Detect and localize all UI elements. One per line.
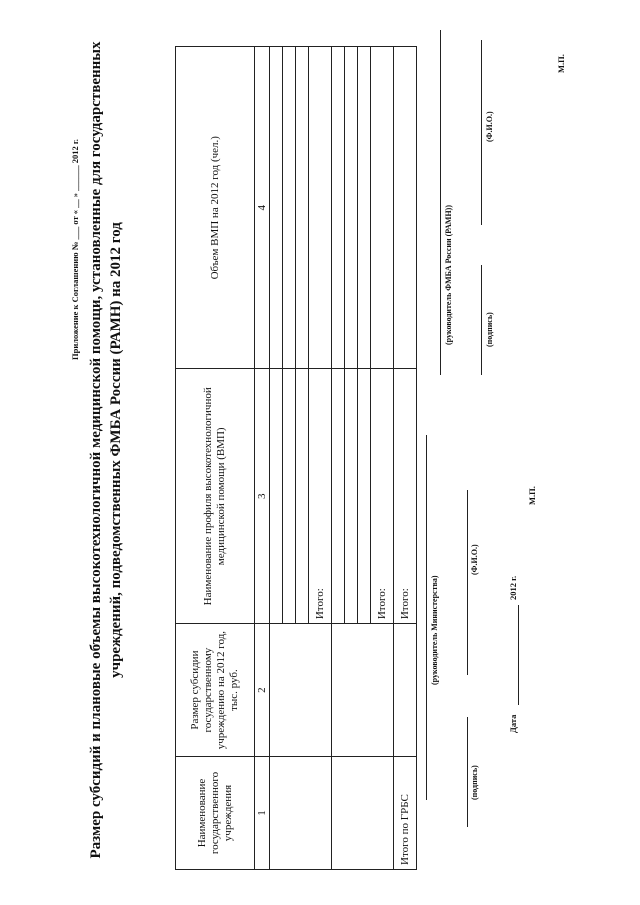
minister-name-line [467,490,468,675]
table-cell [283,369,296,624]
table-cell [332,624,394,757]
minister-role-caption: (руководитель Министерства) [430,575,439,685]
table-cell [296,47,309,369]
table-row [332,47,345,870]
table-cell [296,369,309,624]
fmba-name-line [481,40,482,225]
date-label: Дата [508,714,518,733]
table-cell [345,369,358,624]
document-title: Размер субсидий и плановые объемы высокотехнологичной медицинской помощи, установленные для государственных учреждений, подведомственных ФМБА России (РАМН) на 2012 год [88,41,124,859]
table-cell [270,369,283,624]
subtotal-label: Итого: [371,369,394,624]
date-line [518,605,519,705]
table-cell [345,47,358,369]
header-subsidy: Размер субсидии государственному учреждению на 2012 год, тыс. руб. [176,624,255,757]
fmba-signature-line [481,265,482,375]
table-row [270,47,283,870]
table-cell [394,624,417,757]
stamp-left: М.П. [527,486,537,505]
fmba-name-caption: (Ф.И.О.) [485,111,494,142]
column-number: 2 [255,624,270,757]
subsidy-table [175,46,417,870]
table-cell [332,757,394,870]
minister-signature-caption: (подпись) [470,765,479,800]
fmba-signature-caption: (подпись) [485,312,494,347]
table-cell [332,369,345,624]
stamp-right: М.П. [556,54,566,73]
table-cell [332,47,345,369]
grand-total-row [394,47,417,870]
table-number-row [255,47,270,870]
subtotal-label: Итого: [309,369,332,624]
header-volume: Объем ВМП на 2012 год (чел.) [176,47,255,369]
header-institution: Наименование государственного учреждения [176,757,255,870]
header-profile: Наименование профиля высокотехнологичной медицинской помощи (ВМП) [176,369,255,624]
column-number: 4 [255,47,270,369]
column-number: 1 [255,757,270,870]
table-cell [270,757,332,870]
table-cell [394,47,417,369]
appendix-note: Приложение к Соглашению № ___ от « __ » ______ 2012 г. [70,139,80,360]
table-header-row [176,47,255,870]
minister-role-line [426,435,427,800]
fmba-role-line [440,30,441,375]
table-cell [283,47,296,369]
table-cell [270,47,283,369]
total-label: Итого по ГРБС [394,757,417,870]
date-year: 2012 г. [508,575,518,600]
subtotal-label: Итого: [394,369,417,624]
table-cell [270,624,332,757]
table-cell [309,47,332,369]
column-number: 3 [255,369,270,624]
table-cell [371,47,394,369]
minister-signature-line [467,717,468,827]
minister-name-caption: (Ф.И.О.) [470,544,479,575]
table-cell [358,369,371,624]
table-cell [358,47,371,369]
fmba-role-caption: (руководитель ФМБА России (РАМН)) [444,205,453,345]
